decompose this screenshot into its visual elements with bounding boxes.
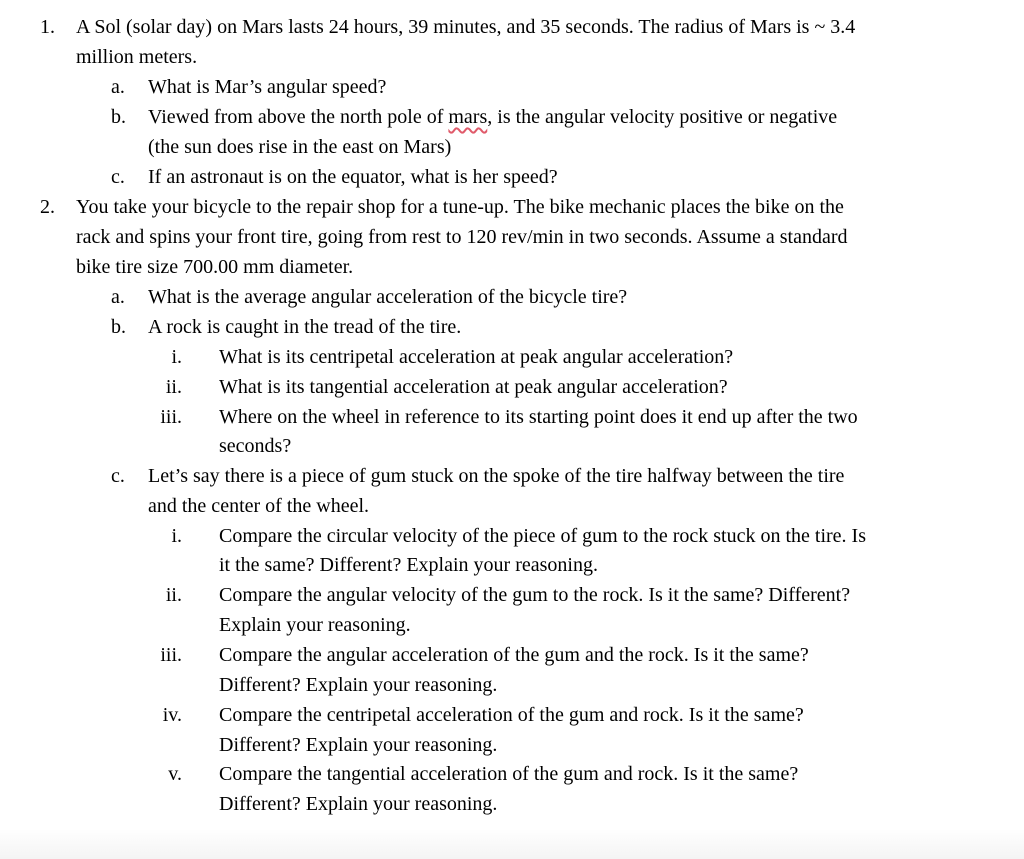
subquestion-text-line: Let’s say there is a piece of gum stuck on the spoke of the tire halfway between the tire (148, 465, 845, 487)
text-segment: Viewed from above the north pole of (148, 106, 449, 128)
item-text-line: Compare the circular velocity of the piece of gum to the rock stuck on the tire. Is (219, 525, 867, 547)
subquestion-text-line: and the center of the wheel. (148, 495, 370, 517)
item-text-line: Different? Explain your reasoning. (219, 734, 498, 756)
roman-marker: v. (168, 763, 182, 785)
roman-marker: iii. (160, 406, 182, 428)
question-text-line: You take your bicycle to the repair shop for a tune-up. The bike mechanic places the bike on the (76, 196, 844, 218)
subquestion-text-line (148, 105, 837, 129)
page-bottom-edge (0, 829, 1024, 859)
subquestion-text-line: What is the average angular acceleration of the bicycle tire? (148, 286, 628, 308)
roman-marker: i. (171, 525, 182, 547)
subquestion-text-line: (the sun does rise in the east on Mars) (148, 136, 452, 158)
subquestion-marker: b. (111, 316, 126, 338)
question-text-line: bike tire size 700.00 mm diameter. (76, 256, 354, 278)
question-text-line: million meters. (76, 46, 198, 68)
subquestion-text-line: What is Mar’s angular speed? (148, 76, 387, 98)
roman-marker: iii. (160, 644, 182, 666)
item-text-line: Compare the angular velocity of the gum to the rock. Is it the same? Different? (219, 584, 851, 606)
item-text-line: seconds? (219, 435, 292, 457)
question-number: 2. (40, 196, 55, 218)
roman-marker: ii. (165, 584, 182, 606)
text-segment: , is the angular velocity positive or negative (487, 106, 838, 128)
roman-marker: i. (171, 346, 182, 368)
item-text-line: What is its centripetal acceleration at peak angular acceleration? (219, 346, 734, 368)
item-text-line: Where on the wheel in reference to its starting point does it end up after the two (219, 406, 858, 428)
subquestion-text-line: A rock is caught in the tread of the tire. (148, 316, 462, 338)
item-text-line: Compare the angular acceleration of the gum and the rock. Is it the same? (219, 644, 809, 666)
subquestion-marker: a. (111, 76, 125, 98)
item-text-line: it the same? Different? Explain your reasoning. (219, 554, 598, 576)
subquestion-marker: a. (111, 286, 125, 308)
item-text-line: Different? Explain your reasoning. (219, 793, 498, 815)
item-text-line: What is its tangential acceleration at peak angular acceleration? (219, 376, 728, 398)
question-text-line: A Sol (solar day) on Mars lasts 24 hours, 39 minutes, and 35 seconds. The radius of Mars is ~ 3.4 (76, 16, 856, 38)
spellcheck-flagged-word[interactable]: mars (448, 106, 488, 128)
question-number: 1. (40, 16, 55, 38)
subquestion-marker: c. (111, 166, 125, 188)
subquestion-marker: c. (111, 465, 125, 487)
roman-marker: iv. (162, 704, 182, 726)
item-text-line: Explain your reasoning. (219, 614, 411, 636)
item-text-line: Different? Explain your reasoning. (219, 674, 498, 696)
roman-marker: ii. (165, 376, 182, 398)
question-text-line: rack and spins your front tire, going from rest to 120 rev/min in two seconds. Assume a standard (76, 226, 848, 248)
item-text-line: Compare the centripetal acceleration of the gum and rock. Is it the same? (219, 704, 804, 726)
subquestion-text-line: If an astronaut is on the equator, what is her speed? (148, 166, 558, 188)
subquestion-marker: b. (111, 106, 126, 128)
item-text-line: Compare the tangential acceleration of the gum and rock. Is it the same? (219, 763, 799, 785)
